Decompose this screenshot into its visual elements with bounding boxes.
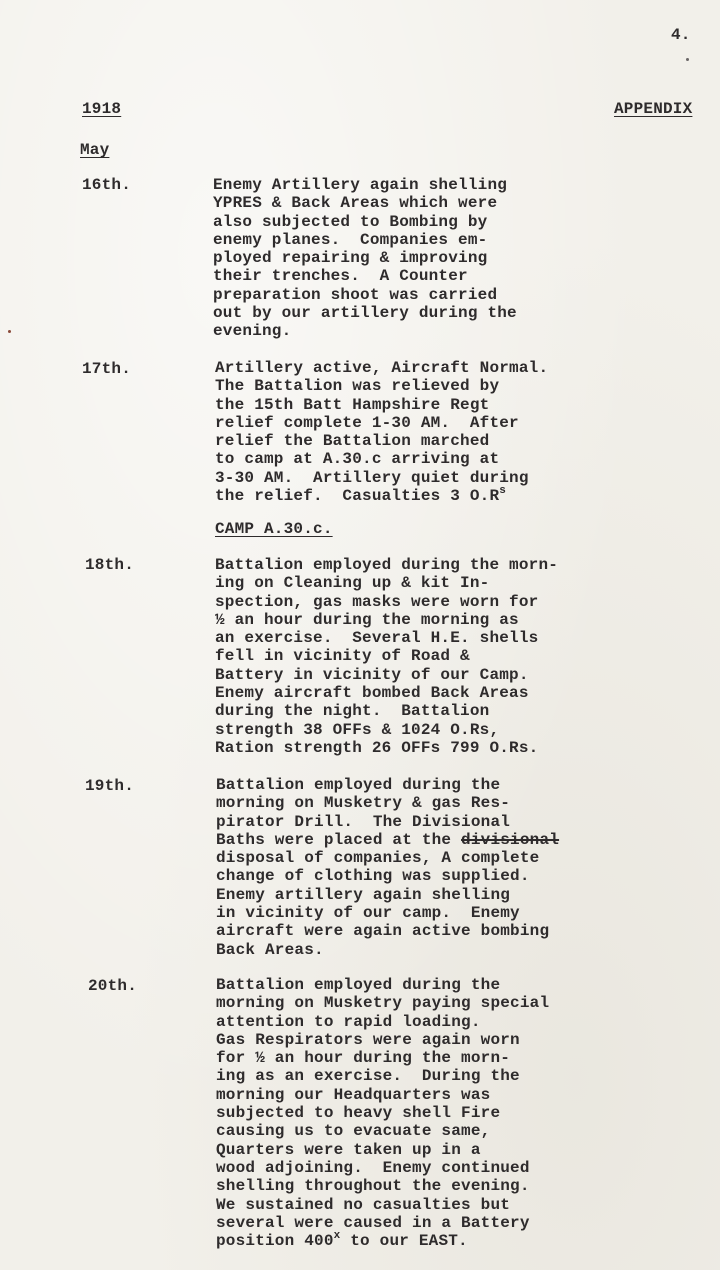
entry-line: also subjected to Bombing by xyxy=(213,212,488,231)
entry-line: Battalion employed during the morn- xyxy=(215,556,559,574)
entry-date-17th: 17th. xyxy=(82,360,132,378)
entry-line: out by our artillery during the xyxy=(213,304,517,323)
entry-line-last xyxy=(215,487,548,505)
entry-line: Quarters were taken up in a xyxy=(216,1140,481,1159)
entry-line: Back Areas. xyxy=(216,940,324,959)
entry-line: wood adjoining. Enemy continued xyxy=(216,1158,530,1177)
margin-ink-mark xyxy=(8,330,11,333)
entry-line: relief complete 1-30 AM. After xyxy=(215,413,519,432)
entry-body-17th xyxy=(215,359,548,505)
entry-line: ing as an exercise. During the xyxy=(216,1067,520,1086)
entry-line: enemy planes. Companies em- xyxy=(213,230,488,249)
entry-line: 3-30 AM. Artillery quiet during xyxy=(215,468,529,487)
entry-line: strength 38 OFFs & 1024 O.Rs, xyxy=(215,720,500,739)
entry-date-19th: 19th. xyxy=(85,777,135,795)
superscript: s xyxy=(499,485,507,498)
entry-line: spection, gas masks were worn for xyxy=(215,592,539,611)
year-heading: 1918 xyxy=(82,100,122,118)
entry-line: morning our Headquarters was xyxy=(216,1085,491,1104)
struck-out-word: divisional xyxy=(461,830,560,849)
entry-line: Gas Respirators were again worn xyxy=(216,1030,520,1049)
entry-line: ployed repairing & improving xyxy=(213,249,488,268)
ink-dot xyxy=(686,58,689,61)
entry-line: attention to rapid loading. xyxy=(216,1012,481,1031)
entry-line: morning on Musketry paying special xyxy=(216,994,550,1013)
page-number: 4. xyxy=(671,26,691,44)
entry-line: ing on Cleaning up & kit In- xyxy=(215,574,490,593)
month-heading: May xyxy=(80,141,110,159)
entry-line: aircraft were again active bombing xyxy=(216,922,550,941)
entry-line: an exercise. Several H.E. shells xyxy=(215,629,539,648)
entry-date-18th: 18th. xyxy=(85,556,135,574)
entry-line: the 15th Batt Hampshire Regt xyxy=(215,395,490,414)
entry-line: Enemy artillery again shelling xyxy=(216,885,511,904)
entry-line: for ½ an hour during the morn- xyxy=(216,1049,511,1068)
entry-line: Enemy Artillery again shelling xyxy=(213,176,508,194)
entry-body-18th xyxy=(215,556,558,757)
entry-line: during the night. Battalion xyxy=(215,702,490,721)
entry-line: Battery in vicinity of our Camp. xyxy=(215,665,529,684)
camp-heading: CAMP A.30.c. xyxy=(215,520,333,538)
entry-body-19th xyxy=(216,776,559,959)
entry-text: the relief. Casualties 3 O.R xyxy=(215,487,500,506)
entry-line: We sustained no casualties but xyxy=(216,1195,511,1214)
entry-line: Battalion employed during the xyxy=(216,776,501,794)
entry-line: Battalion employed during the xyxy=(216,976,501,994)
entry-line: evening. xyxy=(213,322,292,341)
entry-date-16th: 16th. xyxy=(82,176,132,194)
entry-line: Enemy aircraft bombed Back Areas xyxy=(215,684,529,703)
entry-body-16th xyxy=(213,176,517,341)
entry-line-last xyxy=(216,1232,549,1250)
entry-body-20th xyxy=(216,976,549,1250)
entry-line: change of clothing was supplied. xyxy=(216,867,530,886)
entry-text: position 400 xyxy=(216,1232,334,1251)
entry-line: ½ an hour during the morning as xyxy=(215,610,519,629)
entry-line: Artillery active, Aircraft Normal. xyxy=(215,359,549,377)
appendix-heading: APPENDIX xyxy=(614,100,693,118)
entry-text: Baths were placed at the xyxy=(216,830,462,849)
entry-line-with-strike xyxy=(216,831,559,849)
entry-line: The Battalion was relieved by xyxy=(215,377,500,396)
entry-line: relief the Battalion marched xyxy=(215,432,490,451)
entry-line: several were caused in a Battery xyxy=(216,1213,530,1232)
entry-line: morning on Musketry & gas Res- xyxy=(216,794,511,813)
entry-line: Ration strength 26 OFFs 799 O.Rs. xyxy=(215,738,539,757)
entry-line: subjected to heavy shell Fire xyxy=(216,1104,501,1123)
entry-line: causing us to evacuate same, xyxy=(216,1122,491,1141)
entry-line: fell in vicinity of Road & xyxy=(215,647,470,666)
entry-line: their trenches. A Counter xyxy=(213,267,468,286)
entry-line: preparation shoot was carried xyxy=(213,285,498,304)
entry-line: shelling throughout the evening. xyxy=(216,1177,530,1196)
entry-line: to camp at A.30.c arriving at xyxy=(215,450,500,469)
entry-line: disposal of companies, A complete xyxy=(216,849,540,868)
superscript: x xyxy=(333,1230,341,1243)
entry-line: pirator Drill. The Divisional xyxy=(216,812,511,831)
entry-line: YPRES & Back Areas which were xyxy=(213,194,498,213)
entry-line: in vicinity of our camp. Enemy xyxy=(216,904,520,923)
entry-text: to our EAST. xyxy=(340,1232,468,1251)
entry-date-20th: 20th. xyxy=(88,977,138,995)
